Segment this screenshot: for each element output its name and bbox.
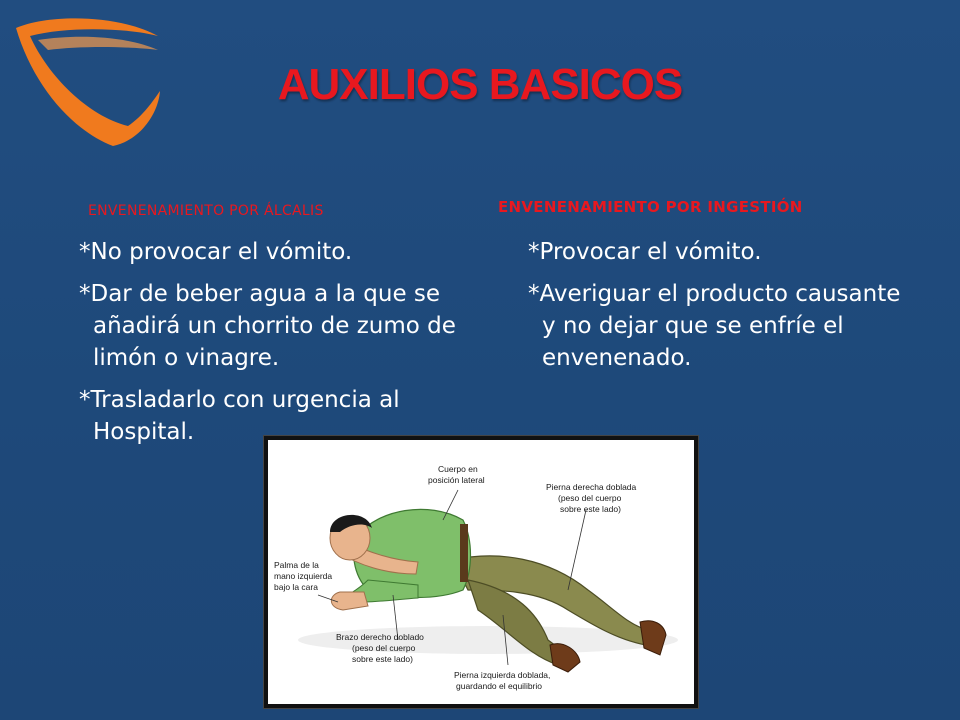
list-item: *Trasladarlo con urgencia al Hospital. (79, 387, 400, 445)
label-pierna-der-2: (peso del cuerpo (558, 493, 622, 503)
label-pierna-der-3: sobre este lado) (560, 504, 621, 514)
label-pierna-der-1: Pierna derecha doblada (546, 482, 637, 492)
label-pierna-izq-1: Pierna izquierda doblada, (454, 670, 551, 680)
label-brazo-1: Brazo derecho doblado (336, 632, 424, 642)
ingestion-list (528, 236, 908, 384)
heading-alcalis: ENVENENAMIENTO POR ÁLCALIS (88, 203, 324, 219)
alcalis-list (79, 236, 469, 458)
list-item: *Dar de beber agua a la que se añadirá un chorrito de zumo de limón o vinagre. (79, 281, 456, 371)
list-item: *Averiguar el producto causante y no dejar que se enfríe el envenenado. (528, 281, 901, 371)
label-palma-2: mano izquierda (274, 571, 333, 581)
label-cuerpo-1: Cuerpo en (438, 464, 478, 474)
list-item: *Provocar el vómito. (528, 239, 762, 265)
label-pierna-izq-2: guardando el equilibrio (456, 681, 543, 691)
label-brazo-3: sobre este lado) (352, 654, 413, 664)
list-item: *No provocar el vómito. (79, 239, 353, 265)
label-palma-1: Palma de la (274, 560, 319, 570)
label-brazo-2: (peso del cuerpo (352, 643, 416, 653)
recovery-position-drawing (268, 440, 694, 704)
heading-ingestion: ENVENENAMIENTO POR INGESTIÓN (498, 198, 803, 216)
slide-title: AUXILIOS BASICOS (277, 60, 683, 109)
recovery-position-illustration (264, 436, 698, 708)
label-palma-3: bajo la cara (274, 582, 318, 592)
label-cuerpo-2: posición lateral (428, 475, 485, 485)
